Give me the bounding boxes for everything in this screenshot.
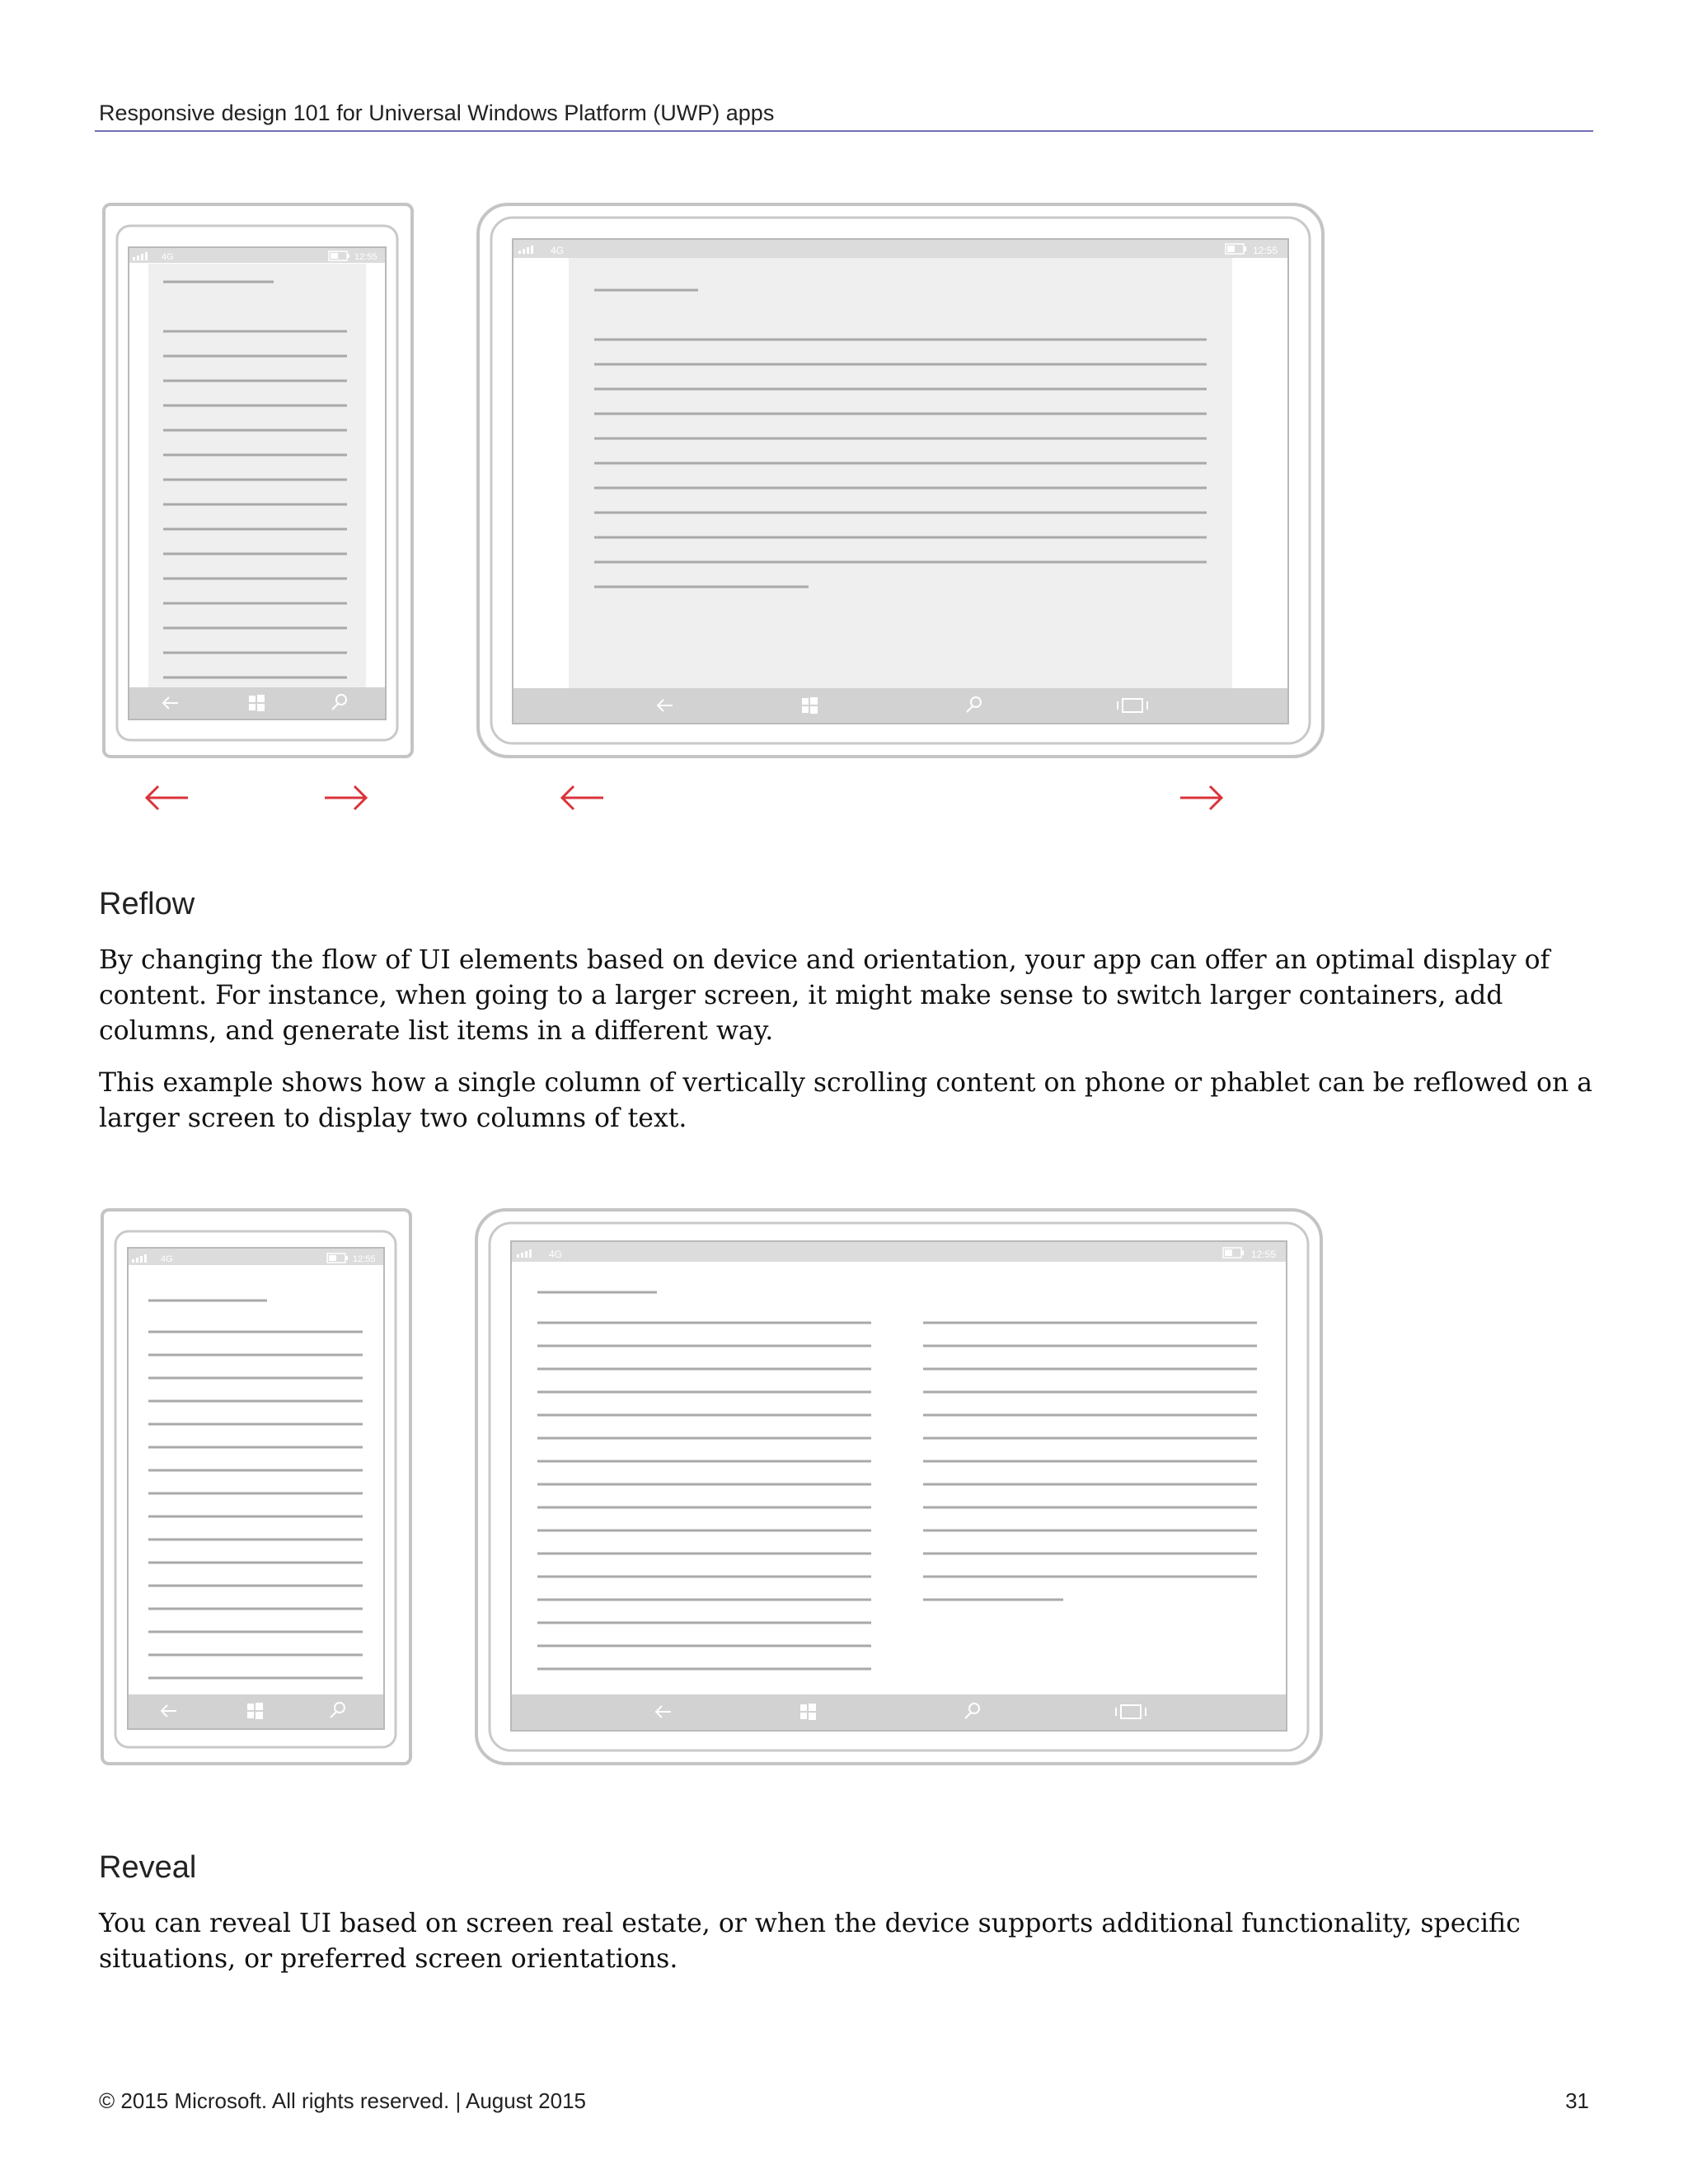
phone-device	[102, 1210, 410, 1764]
figure-resize-svg	[0, 198, 1688, 841]
time-label: 12:55	[1251, 1249, 1277, 1260]
section-heading-reveal: Reveal	[99, 1850, 197, 1885]
tablet-content-area	[569, 258, 1232, 688]
reveal-paragraph-1: You can reveal UI based on screen real estate, or when the device supports additional functionality, specific situations, or preferred screen orientations.	[99, 1909, 1521, 1974]
reflow-paragraph-2: This example shows how a single column of vertically scrolling content on phone or phablet can be reflowed on a larger screen to display two columns of text.	[99, 1068, 1593, 1133]
tablet-nav-bar	[512, 1694, 1286, 1730]
reflow-paragraph-1: By changing the flow of UI elements based on device and orientation, your app can offer an optimal display of content. For instance, when going to a larger screen, it might make sense to switch larger containers, add columns, and generate list items in a different way.	[99, 945, 1550, 1046]
network-label: 4G	[161, 1254, 173, 1264]
phone-content-area	[148, 264, 366, 688]
tablet-device	[478, 204, 1323, 757]
arrow-right-icon	[325, 786, 366, 809]
tablet-status-bar	[512, 1242, 1286, 1262]
document-header-title: Responsive design 101 for Universal Windows Platform (UWP) apps	[99, 101, 775, 125]
phone-device	[104, 204, 412, 757]
header-rule	[95, 130, 1593, 132]
figure-reflow-svg	[0, 1203, 1688, 1772]
arrow-left-icon	[562, 786, 603, 809]
tablet-status-bar	[513, 240, 1287, 258]
figure-resize	[0, 198, 1688, 841]
section-heading-reflow: Reflow	[99, 887, 195, 921]
network-label: 4G	[551, 245, 565, 256]
footer-copyright: © 2015 Microsoft. All rights reserved. | August 2015	[99, 2088, 586, 2113]
time-label: 12:55	[354, 252, 377, 262]
arrow-left-icon	[147, 786, 188, 809]
time-label: 12:55	[353, 1254, 376, 1264]
page-number: 31	[1565, 2088, 1589, 2113]
arrow-right-icon	[1180, 786, 1221, 809]
network-label: 4G	[162, 252, 174, 262]
network-label: 4G	[549, 1249, 563, 1260]
time-label: 12:55	[1253, 245, 1278, 256]
tablet-device	[476, 1210, 1321, 1764]
tablet-nav-bar	[513, 688, 1287, 723]
figure-reflow	[0, 1203, 1688, 1772]
